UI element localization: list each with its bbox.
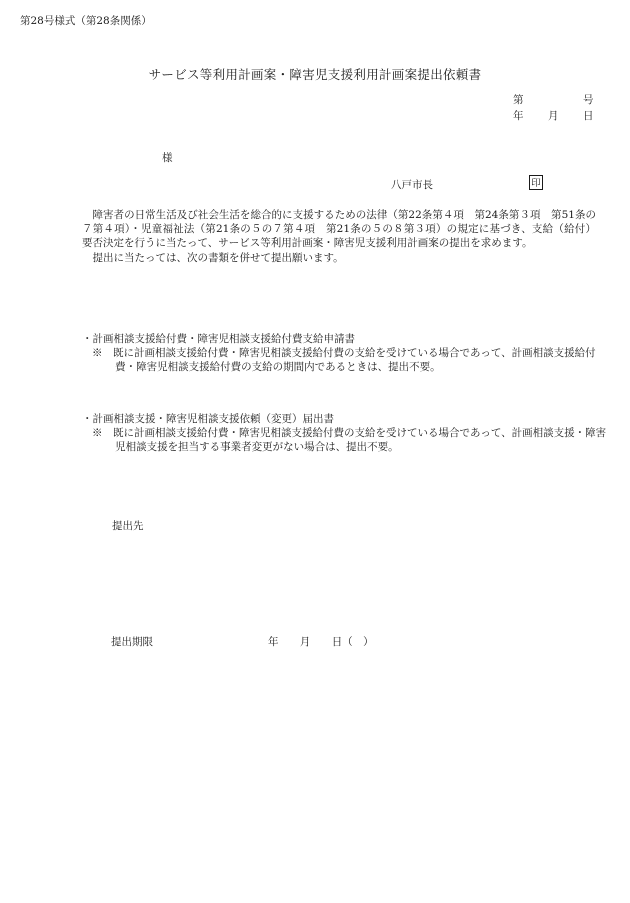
item-note: ※ 既に計画相談支援給付費・障害児相談支援給付費の支給を受けている場合であって、計画相談支援・障害児相談支援を担当する事業者変更がない場合は、提出不要。 — [92, 427, 607, 454]
required-document-item — [82, 332, 602, 375]
issuer-name: 八戸市長 — [391, 179, 433, 191]
item-heading: ・計画相談支援・障害児相談支援依頼（変更）届出書 — [82, 413, 334, 425]
body-paragraph-1: 障害者の日常生活及び社会生活を総合的に支援するための法律（第22条第４項 第24条第３項 第51条の７第４項）・児童福祉法（第21条の５の７第４項 第21条の５の８第３項）の規定に基づき、支給（給付）要否決定を行うに当たって、サービス等利用計画案・障害児支援利用計画案の提出を求めます。 — [82, 209, 596, 250]
item-heading: ・計画相談支援給付費・障害児相談支援給付費支給申請書 — [82, 333, 355, 345]
form-number: 第28号様式（第28条関係） — [20, 15, 152, 27]
submission-deadline-label: 提出期限 — [111, 636, 153, 648]
required-document-item — [82, 412, 607, 455]
deadline-year: 年 — [268, 636, 279, 648]
deadline-month: 月 — [299, 636, 311, 648]
submission-deadline-date — [268, 635, 392, 649]
number-suffix: 号 — [583, 94, 594, 106]
addressee-suffix: 様 — [162, 152, 173, 164]
date-year: 年 — [513, 110, 524, 122]
item-note: ※ 既に計画相談支援給付費・障害児相談支援給付費の支給を受けている場合であって、計画相談支援給付費・障害児相談支援給付費の支給の期間内であるときは、提出不要。 — [92, 347, 596, 374]
deadline-day: 日（ ） — [331, 636, 374, 648]
request-body — [82, 208, 596, 265]
submission-destination-label: 提出先 — [112, 520, 144, 532]
date-month: 月 — [548, 110, 559, 122]
body-paragraph-2: 提出に当たっては、次の書類を併せて提出願います。 — [92, 251, 344, 264]
document-title: サービス等利用計画案・障害児支援利用計画案提出依頼書 — [148, 67, 482, 82]
number-prefix: 第 — [513, 94, 524, 106]
seal-mark: 印 — [529, 175, 543, 190]
date-day: 日 — [583, 110, 594, 122]
